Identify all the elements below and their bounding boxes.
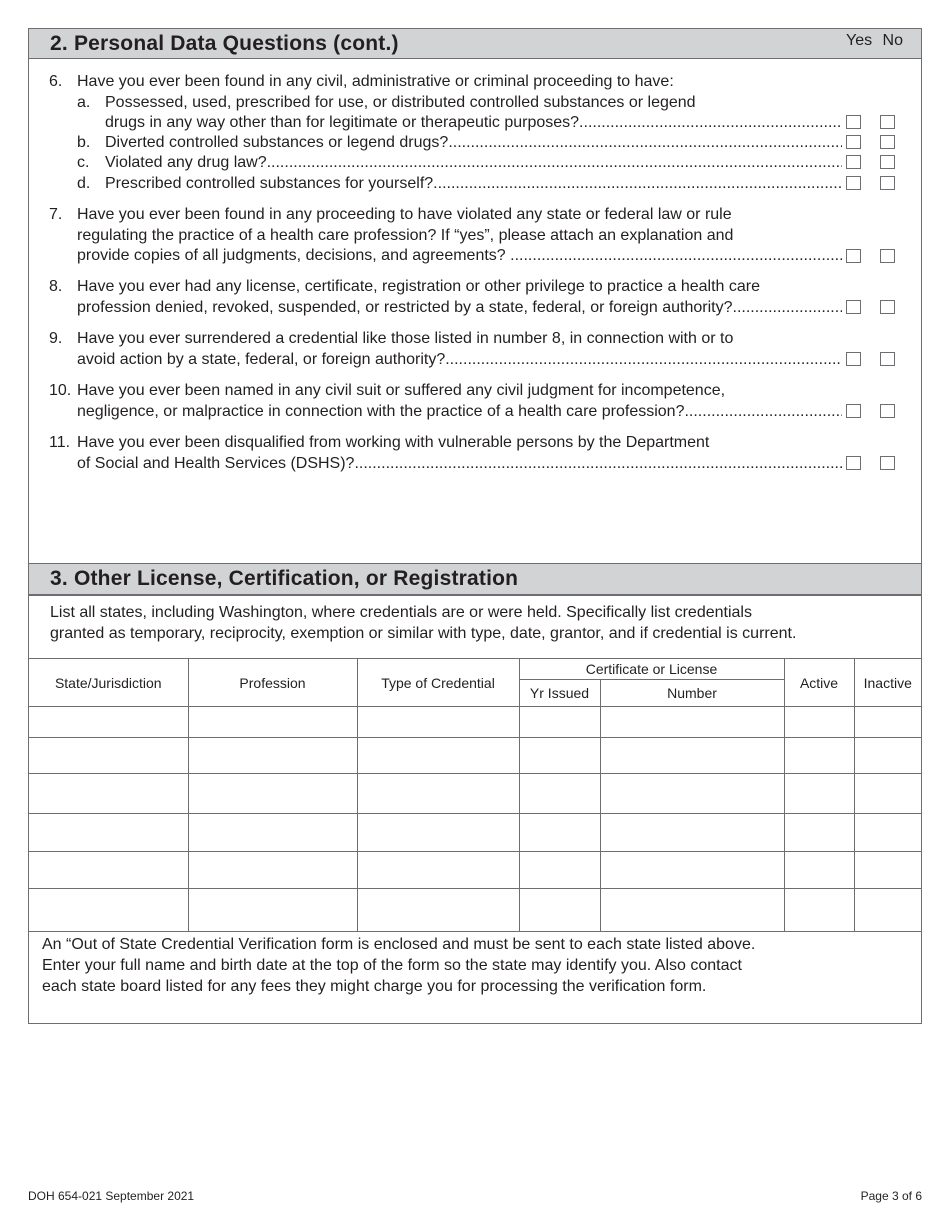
cell-number[interactable] xyxy=(600,889,784,932)
section-3-intro: List all states, including Washington, where credentials are or were held. Specifically list credentials granted as temporary, reciprocity, exemption or similar with type, date, grantor, and if credential is current. xyxy=(50,604,797,642)
yes-label: Yes xyxy=(845,32,873,49)
q8-text-line1: Have you ever had any license, certificate, registration or other privilege to practice a health care xyxy=(77,278,761,295)
yes-no-header xyxy=(840,32,903,50)
q6b-no-checkbox[interactable] xyxy=(880,135,895,149)
cell-yr-issued[interactable] xyxy=(519,814,600,852)
cell-number[interactable] xyxy=(600,774,784,814)
cell-inactive[interactable] xyxy=(854,738,921,774)
cell-inactive[interactable] xyxy=(854,707,921,738)
q6d-letter: d. xyxy=(77,175,91,192)
cell-type[interactable] xyxy=(357,707,519,738)
q11-number: 11. xyxy=(49,434,71,451)
cell-number[interactable] xyxy=(600,738,784,774)
cell-number[interactable] xyxy=(600,707,784,738)
q6b-letter: b. xyxy=(77,134,91,151)
cell-yr-issued[interactable] xyxy=(519,889,600,932)
q6-number: 6. xyxy=(49,73,63,90)
cell-state[interactable] xyxy=(29,738,188,774)
q11-text-line1: Have you ever been disqualified from working with vulnerable persons by the Department xyxy=(77,434,710,451)
col-number: Number xyxy=(600,680,784,707)
cell-active[interactable] xyxy=(784,814,854,852)
q6d-yes-checkbox[interactable] xyxy=(846,176,861,190)
cell-type[interactable] xyxy=(357,889,519,932)
col-type-of-credential: Type of Credential xyxy=(357,659,519,707)
cell-state[interactable] xyxy=(29,707,188,738)
q6a-letter: a. xyxy=(77,94,91,111)
q6c-no-checkbox[interactable] xyxy=(880,155,895,169)
q6d-text: Prescribed controlled substances for yourself? ..... xyxy=(105,174,842,194)
table-row xyxy=(29,814,921,852)
q6c-yes-checkbox[interactable] xyxy=(846,155,861,169)
cell-inactive[interactable] xyxy=(854,852,921,889)
cell-state[interactable] xyxy=(29,814,188,852)
q8-number: 8. xyxy=(49,278,63,295)
credentials-table xyxy=(29,658,921,932)
cell-yr-issued[interactable] xyxy=(519,707,600,738)
q9-text-line1: Have you ever surrendered a credential like those listed in number 8, in connection with or to xyxy=(77,330,734,347)
q7-text-line1: Have you ever been found in any proceeding to have violated any state or federal law or rule xyxy=(77,206,732,223)
q11-text-line2: of Social and Health Services (DSHS)? ..... xyxy=(77,454,842,474)
q6c-text: Violated any drug law? ..... xyxy=(105,153,842,173)
q6a-no-checkbox[interactable] xyxy=(880,115,895,129)
q7-text-line2: regulating the practice of a health care profession? If “yes”, please attach an explanation and xyxy=(77,227,734,244)
cell-profession[interactable] xyxy=(188,889,357,932)
q8-no-checkbox[interactable] xyxy=(880,300,895,314)
col-certificate-or-license: Certificate or License xyxy=(519,659,784,680)
cell-profession[interactable] xyxy=(188,774,357,814)
cell-inactive[interactable] xyxy=(854,889,921,932)
q6-text: Have you ever been found in any civil, administrative or criminal proceeding to have: xyxy=(77,73,674,90)
q10-text-line2: negligence, or malpractice in connection with the practice of a health care profession? ..... xyxy=(77,402,842,422)
cell-state[interactable] xyxy=(29,852,188,889)
cell-active[interactable] xyxy=(784,852,854,889)
no-label: No xyxy=(882,32,903,49)
q6b-text: Diverted controlled substances or legend drugs? ..... xyxy=(105,133,842,153)
cell-type[interactable] xyxy=(357,852,519,889)
q6a-text-line2: drugs in any way other than for legitimate or therapeutic purposes? ..... xyxy=(105,113,842,133)
col-state-jurisdiction: State/Jurisdiction xyxy=(29,659,188,707)
page-number: Page 3 of 6 xyxy=(860,1189,922,1203)
col-active: Active xyxy=(784,659,854,707)
verification-note: An “Out of State Credential Verification form is enclosed and must be sent to each state listed above. Enter your full name and birth date at the top of the form so the state may identify you. Also contact each state board listed for any fees they might charge you for processing the verification form. xyxy=(42,936,756,995)
personal-data-section xyxy=(28,28,922,564)
form-id: DOH 654-021 September 2021 xyxy=(28,1189,195,1203)
cell-type[interactable] xyxy=(357,814,519,852)
section-3-header xyxy=(29,564,921,595)
cell-active[interactable] xyxy=(784,707,854,738)
cell-type[interactable] xyxy=(357,774,519,814)
cell-type[interactable] xyxy=(357,738,519,774)
section-2-header xyxy=(29,29,921,59)
q7-no-checkbox[interactable] xyxy=(880,249,895,263)
q6a-text-line1: Possessed, used, prescribed for use, or distributed controlled substances or legend xyxy=(105,94,696,111)
q10-text-line1: Have you ever been named in any civil suit or suffered any civil judgment for incompetence, xyxy=(77,382,726,399)
cell-active[interactable] xyxy=(784,889,854,932)
section-3-title: 3. Other License, Certification, or Registration xyxy=(50,567,519,590)
cell-profession[interactable] xyxy=(188,814,357,852)
col-inactive: Inactive xyxy=(854,659,921,707)
q8-yes-checkbox[interactable] xyxy=(846,300,861,314)
cell-profession[interactable] xyxy=(188,707,357,738)
cell-profession[interactable] xyxy=(188,852,357,889)
q9-text-line2: avoid action by a state, federal, or foreign authority? ..... xyxy=(77,350,842,370)
q7-yes-checkbox[interactable] xyxy=(846,249,861,263)
q10-yes-checkbox[interactable] xyxy=(846,404,861,418)
q6d-no-checkbox[interactable] xyxy=(880,176,895,190)
q10-number: 10. xyxy=(49,382,72,399)
table-row xyxy=(29,774,921,814)
table-row xyxy=(29,707,921,738)
divider xyxy=(29,595,921,596)
cell-number[interactable] xyxy=(600,852,784,889)
q11-no-checkbox[interactable] xyxy=(880,456,895,470)
cell-number[interactable] xyxy=(600,814,784,852)
q8-text-line2: profession denied, revoked, suspended, or restricted by a state, federal, or foreign authority? ..... xyxy=(77,298,842,318)
q6a-yes-checkbox[interactable] xyxy=(846,115,861,129)
q11-yes-checkbox[interactable] xyxy=(846,456,861,470)
col-profession: Profession xyxy=(188,659,357,707)
table-row xyxy=(29,889,921,932)
cell-state[interactable] xyxy=(29,774,188,814)
q6c-letter: c. xyxy=(77,154,90,171)
cell-yr-issued[interactable] xyxy=(519,738,600,774)
other-license-section xyxy=(28,563,922,1024)
q9-no-checkbox[interactable] xyxy=(880,352,895,366)
table-row xyxy=(29,738,921,774)
col-yr-issued: Yr Issued xyxy=(519,680,600,707)
cell-yr-issued[interactable] xyxy=(519,852,600,889)
cell-yr-issued[interactable] xyxy=(519,774,600,814)
q10-no-checkbox[interactable] xyxy=(880,404,895,418)
cell-inactive[interactable] xyxy=(854,774,921,814)
q6b-yes-checkbox[interactable] xyxy=(846,135,861,149)
q7-number: 7. xyxy=(49,206,63,223)
q7-text-line3: provide copies of all judgments, decisions, and agreements? . ..... xyxy=(77,246,842,266)
cell-state[interactable] xyxy=(29,889,188,932)
q9-number: 9. xyxy=(49,330,63,347)
cell-active[interactable] xyxy=(784,738,854,774)
cell-profession[interactable] xyxy=(188,738,357,774)
table-row xyxy=(29,852,921,889)
cell-active[interactable] xyxy=(784,774,854,814)
section-2-title: 2. Personal Data Questions (cont.) xyxy=(50,32,399,55)
cell-inactive[interactable] xyxy=(854,814,921,852)
q9-yes-checkbox[interactable] xyxy=(846,352,861,366)
